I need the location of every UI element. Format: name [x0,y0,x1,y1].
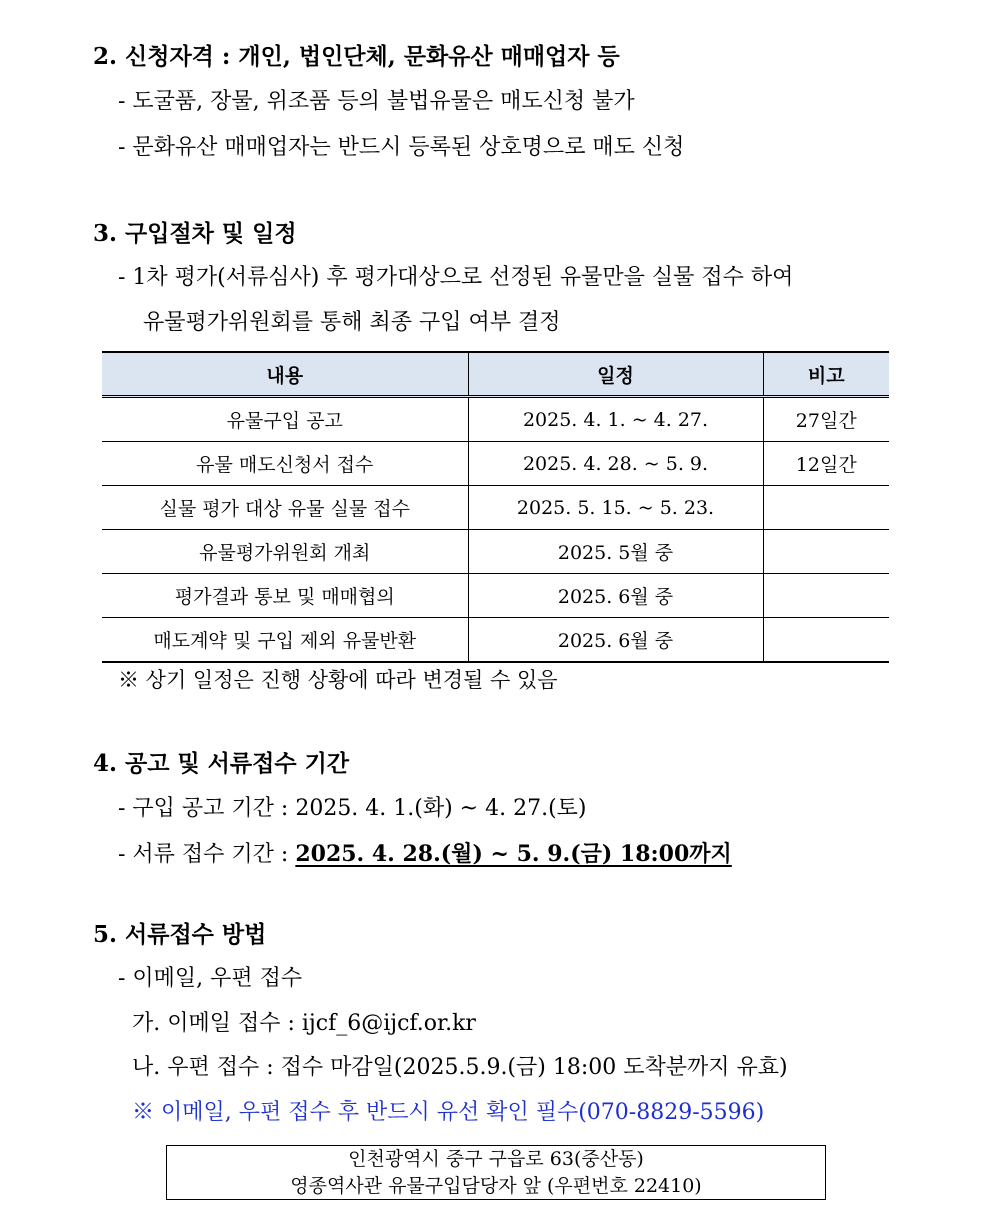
table-row [102,574,889,618]
cell-schedule: 2025. 5. 15. ~ 5. 23. [468,486,763,530]
submission-deadline: 2025. 4. 28.(월) ~ 5. 9.(금) 18:00까지 [295,841,732,867]
address-line-1: 인천광역시 중구 구읍로 63(중산동) [348,1148,644,1170]
cell-content: 평가결과 통보 및 매매협의 [102,574,468,618]
section2-title: 2. 신청자격 : 개인, 법인단체, 문화유산 매매업자 등 [93,43,620,70]
submission-period-label: - 서류 접수 기간 : [118,842,296,867]
header-remarks: 비고 [763,352,889,397]
cell-remarks: 12일간 [763,442,889,486]
post-submission: 나. 우편 접수 : 접수 마감일(2025.5.9.(금) 18:00 도착분까지 유효) [132,1055,788,1080]
section3-bullet-line2: 유물평가위원회를 통해 최종 구입 여부 결정 [143,310,561,335]
cell-content: 유물평가위원회 개최 [102,530,468,574]
cell-content: 매도계약 및 구입 제외 유물반환 [102,618,468,663]
table-row [102,530,889,574]
cell-remarks [763,618,889,663]
cell-schedule: 2025. 4. 28. ~ 5. 9. [468,442,763,486]
header-schedule: 일정 [468,352,763,397]
table-row [102,486,889,530]
cell-content: 유물구입 공고 [102,397,468,442]
schedule-table [102,351,889,663]
cell-remarks [763,530,889,574]
section2-bullet-1: - 도굴품, 장물, 위조품 등의 불법유물은 매도신청 불가 [118,89,635,114]
notice-period-line: - 구입 공고 기간 : 2025. 4. 1.(화) ~ 4. 27.(토) [118,796,587,821]
submission-method: - 이메일, 우편 접수 [118,966,303,991]
section5-title: 5. 서류접수 방법 [93,921,267,948]
header-content: 내용 [102,352,468,397]
mailing-address-box [166,1145,826,1200]
cell-content: 유물 매도신청서 접수 [102,442,468,486]
cell-schedule: 2025. 5월 중 [468,530,763,574]
cell-remarks [763,574,889,618]
table-row [102,618,889,663]
address-line-2: 영종역사관 유물구입담당자 앞 (우편번호 22410) [290,1175,702,1197]
cell-schedule: 2025. 4. 1. ~ 4. 27. [468,397,763,442]
section2-bullet-2: - 문화유산 매매업자는 반드시 등록된 상호명으로 매도 신청 [118,135,685,160]
table-row [102,397,889,442]
cell-remarks [763,486,889,530]
schedule-note: ※ 상기 일정은 진행 상황에 따라 변경될 수 있음 [118,668,558,692]
table-row [102,442,889,486]
submission-period-line [118,837,732,868]
cell-schedule: 2025. 6월 중 [468,618,763,663]
cell-content: 실물 평가 대상 유물 실물 접수 [102,486,468,530]
section4-title: 4. 공고 및 서류접수 기간 [93,750,350,777]
section3-title: 3. 구입절차 및 일정 [93,220,297,247]
email-submission: 가. 이메일 접수 : ijcf_6@ijcf.or.kr [132,1011,476,1036]
phone-confirmation-notice: ※ 이메일, 우편 접수 후 반드시 유선 확인 필수(070-8829-5596) [132,1100,765,1125]
cell-schedule: 2025. 6월 중 [468,574,763,618]
cell-remarks: 27일간 [763,397,889,442]
table-header-row [102,352,889,397]
section3-bullet-line1: - 1차 평가(서류심사) 후 평가대상으로 선정된 유물만을 실물 접수 하여 [118,265,794,290]
